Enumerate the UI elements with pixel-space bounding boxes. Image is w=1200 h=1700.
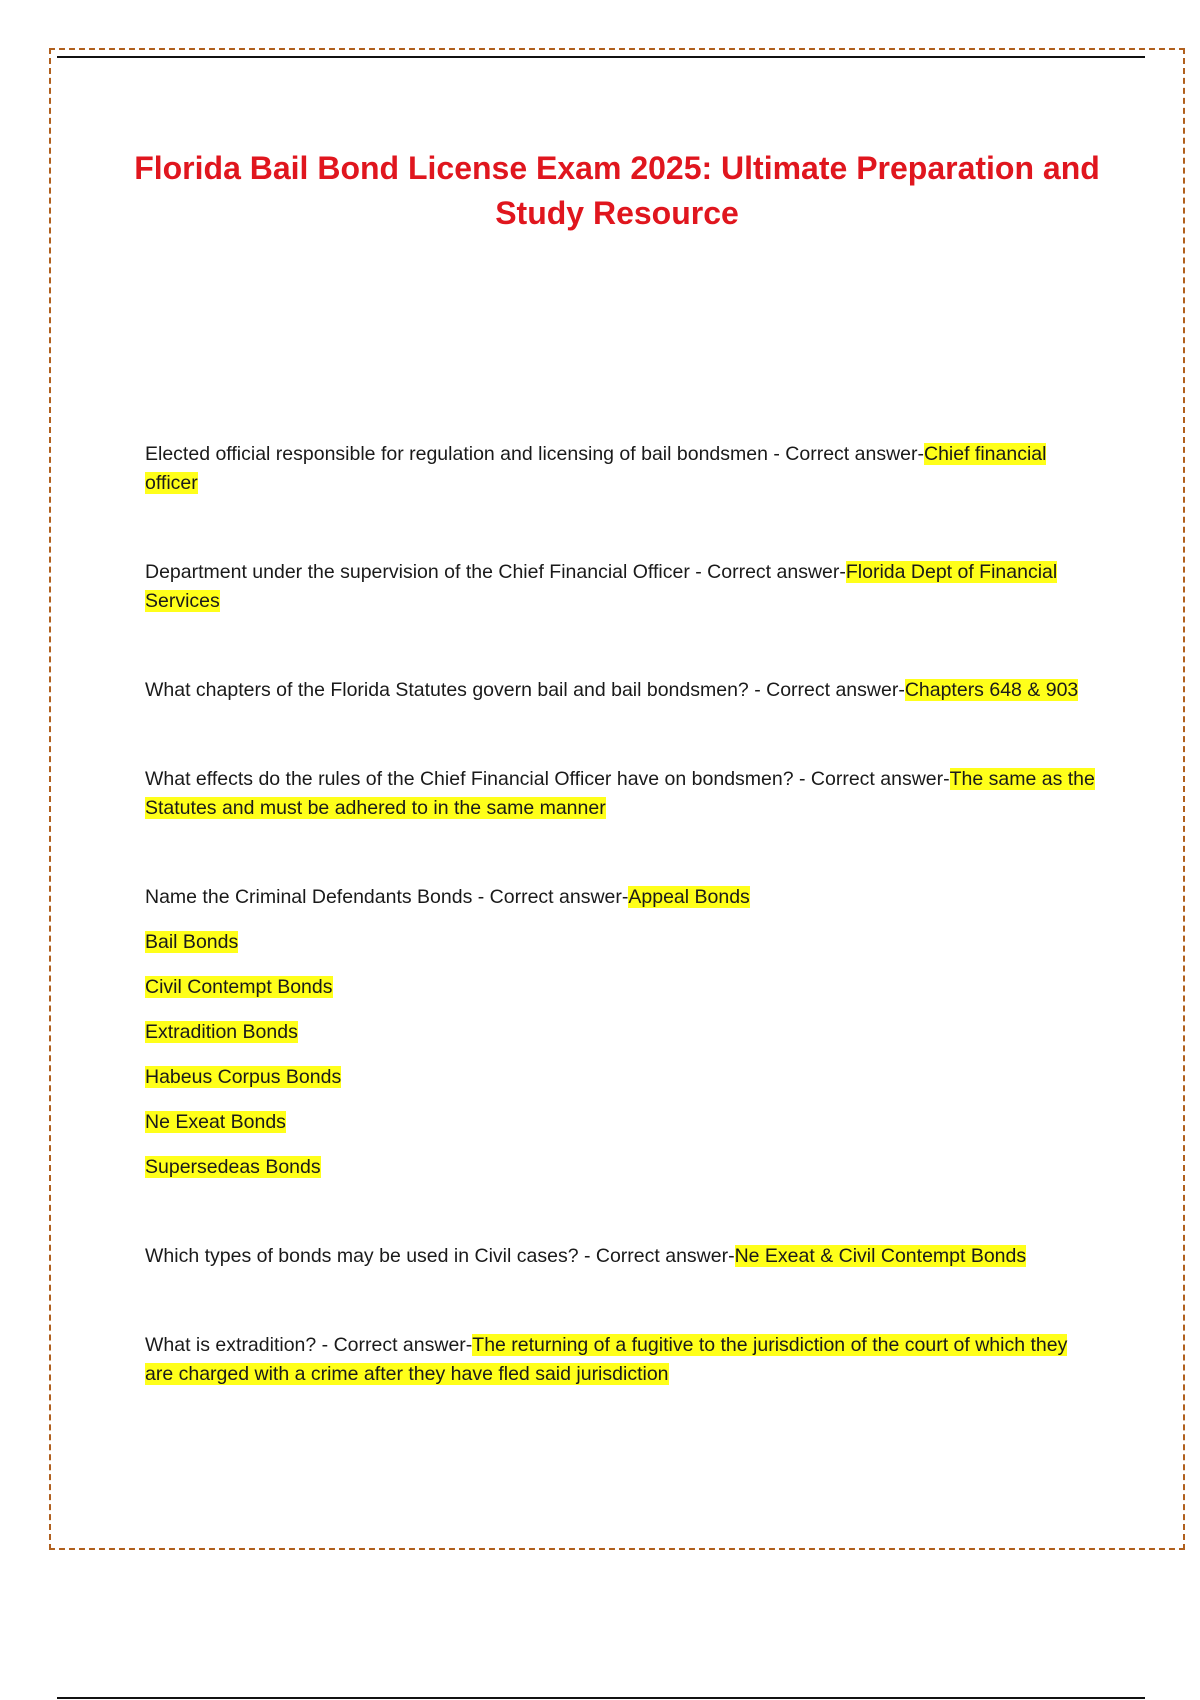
question-text: What chapters of the Florida Statutes govern bail and bail bondsmen? (145, 679, 749, 701)
bottom-rule (57, 1697, 1145, 1699)
answer-highlight: Civil Contempt Bonds (145, 976, 333, 998)
qa-item (145, 558, 1095, 616)
qa-item (145, 676, 1095, 705)
answer-highlight: The same as the Statutes and must be adhered to in the same manner (145, 768, 1095, 819)
answer-separator: - Correct answer- (767, 443, 924, 465)
answer-separator: - Correct answer- (316, 1334, 473, 1356)
answer-highlight: Habeus Corpus Bonds (145, 1066, 342, 1088)
list-item (145, 928, 1095, 957)
list-item (145, 883, 1095, 912)
answer-highlight: Supersedeas Bonds (145, 1156, 321, 1178)
answer-separator: - Correct answer- (472, 886, 629, 908)
qa-item (145, 1242, 1095, 1271)
qa-content (145, 440, 1095, 1389)
list-item (145, 1063, 1095, 1092)
answer-separator: - Correct answer- (748, 679, 905, 701)
answer-separator: - Correct answer- (793, 768, 950, 790)
qa-item (145, 883, 1095, 1182)
qa-item (145, 1331, 1095, 1389)
answer-separator: - Correct answer- (578, 1245, 735, 1267)
qa-item (145, 765, 1095, 823)
answer-highlight: Extradition Bonds (145, 1021, 298, 1043)
answer-highlight: The returning of a fugitive to the jurisdiction of the court of which they are charged with a crime after they have fled said jurisdiction (145, 1334, 1068, 1385)
answer-highlight: Chapters 648 & 903 (904, 679, 1079, 701)
answer-highlight: Appeal Bonds (628, 886, 750, 908)
question-text: Department under the supervision of the Chief Financial Officer (145, 561, 690, 583)
answer-separator: - Correct answer- (689, 561, 846, 583)
qa-item (145, 440, 1095, 498)
list-item (145, 973, 1095, 1002)
answer-highlight: Florida Dept of Financial Services (145, 561, 1058, 612)
answer-highlight: Ne Exeat & Civil Contempt Bonds (734, 1245, 1027, 1267)
question-text: What effects do the rules of the Chief Financial Officer have on bondsmen? (145, 768, 794, 790)
list-item (145, 1108, 1095, 1137)
question-text: What is extradition? (145, 1334, 317, 1356)
question-text: Name the Criminal Defendants Bonds (145, 886, 473, 908)
answer-highlight: Ne Exeat Bonds (145, 1111, 286, 1133)
list-item (145, 1153, 1095, 1182)
list-item (145, 1018, 1095, 1047)
top-rule (57, 56, 1145, 58)
bond-list (145, 883, 1095, 1182)
answer-highlight: Chief financial officer (145, 443, 1047, 494)
document-title: Florida Bail Bond License Exam 2025: Ultimate Preparation and Study Resource (134, 150, 1100, 231)
question-text: Which types of bonds may be used in Civil cases? (145, 1245, 579, 1267)
question-text: Elected official responsible for regulation and licensing of bail bondsmen (145, 443, 768, 465)
answer-highlight: Bail Bonds (145, 931, 239, 953)
